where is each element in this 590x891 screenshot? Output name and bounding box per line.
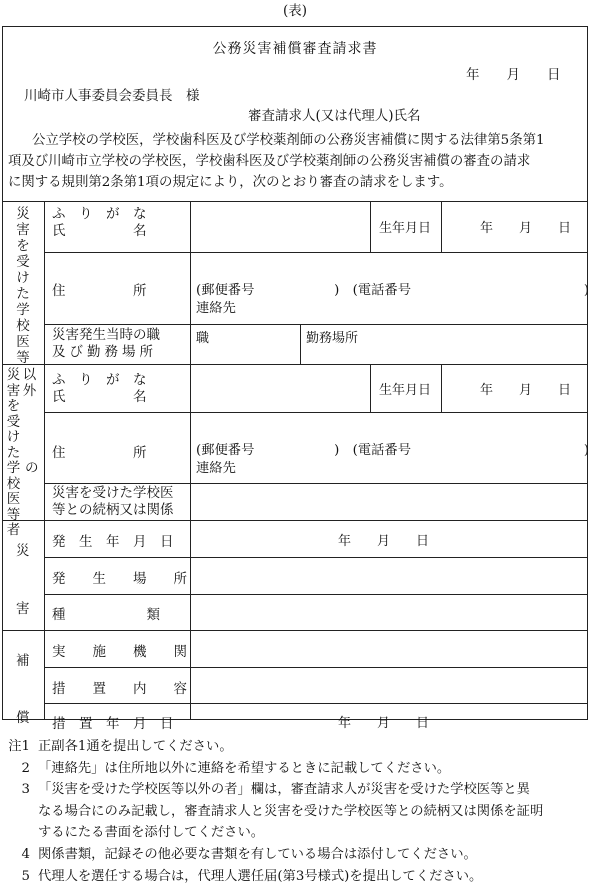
section4-group-char-2: 償 (16, 710, 30, 726)
rule-value-col (190, 201, 191, 720)
occurred-place-label: 発 生 場 所 (52, 571, 187, 587)
occurred-date-label: 発 生 年 月 日 (52, 534, 174, 550)
birth-date-label: 生年月日 (379, 221, 432, 236)
relation-label-line2: 等との続柄又は関係 (52, 502, 174, 518)
birth-date-label: 生年月日 (379, 383, 432, 398)
note-item (6, 844, 586, 866)
note-item (6, 866, 586, 888)
furigana-label: ふ り が な (52, 206, 147, 222)
measures-label: 措 置 内 容 (52, 681, 187, 697)
measures-date-label: 措 置 年 月 日 (52, 716, 174, 732)
address-postal-phone: (郵便番号 ) (電話番号 ) (196, 283, 590, 298)
rule-sec1-top (2, 201, 588, 202)
note-item (6, 779, 586, 801)
address-postal-phone: (郵便番号 ) (電話番号 ) (196, 443, 590, 458)
note-text: なる場合にのみ記載し，審査請求人と災害を受けた学校医等との続柄又は関係を証明 (38, 803, 544, 819)
rule-sec4-a (44, 667, 588, 668)
note-number: 4 (21, 846, 30, 862)
address-value[interactable] (196, 442, 589, 478)
rule-sec3-b (44, 594, 588, 595)
notes (6, 736, 586, 887)
addressee: 川崎市人事委員会委員長 様 (24, 88, 200, 104)
intro-line-2: 項及び川崎市立学校の学校医，学校歯科医及び学校薬剤師の公務災害補償の審査の請求 (8, 154, 531, 169)
job-label-line1: 災害発生当時の職 (52, 327, 160, 343)
relation-label (52, 485, 174, 519)
agency-label: 実 施 機 関 (52, 644, 187, 660)
address-label: 住 所 (52, 445, 147, 461)
section2-group-label-col2: 以外 (22, 367, 37, 399)
note-text: 代理人を選任する場合は，代理人選任届(第3号様式)を提出してください。 (38, 868, 483, 884)
section1-furigana-name-label (52, 206, 147, 240)
rule-sec1-b (44, 324, 588, 325)
note-item (6, 801, 586, 823)
requester-name-label[interactable]: 審査請求人(又は代理人)氏名 (248, 108, 421, 124)
intro-line-1: 公立学校の学校医，学校歯科医及び学校薬剤師の公務災害補償に関する法律第5条第1 (32, 133, 545, 148)
rule-sec4-top (2, 630, 588, 631)
birth-date-value[interactable]: 年 月 日 (480, 221, 572, 236)
rule-sec3-a (44, 557, 588, 558)
disaster-type-label: 種 類 (52, 607, 160, 623)
rule-label-col (44, 201, 45, 720)
note-number: 5 (21, 868, 30, 884)
section2-furigana-name-label (52, 372, 147, 406)
page-side-label: (表) (282, 3, 308, 19)
address-label: 住 所 (52, 283, 147, 299)
job-label-line2: 及び勤務場所 (52, 344, 157, 360)
note-text: 関係書類，記録その他必要な書類を有している場合は添付してください。 (38, 846, 477, 862)
form-title: 公務災害補償審査請求書 (212, 41, 378, 57)
section3-group-char-2: 害 (16, 601, 30, 617)
rule-workplace-col (300, 324, 301, 364)
date-line[interactable]: 年 月 日 (466, 67, 561, 83)
rule-sec3-top (2, 520, 588, 521)
address-contact: 連絡先 (196, 301, 236, 316)
rule-sec1-a (44, 252, 588, 253)
rule-birth-col-1 (370, 201, 371, 252)
section3-group-char-1: 災 (16, 543, 30, 559)
rule-birth-col-2 (370, 364, 371, 412)
note-item (6, 736, 586, 758)
measures-date-value[interactable]: 年 月 日 (338, 716, 430, 731)
section4-group-char-1: 補 (16, 653, 30, 669)
note-number: 注1 (8, 739, 30, 754)
rule-birth-val-col-2 (441, 364, 442, 412)
job-workplace-label (52, 327, 160, 361)
section2-group-label-col1: 災害を受けた学校医等者 (6, 367, 21, 538)
job-label[interactable]: 職 (196, 331, 210, 346)
rule-sec2-b (44, 483, 588, 484)
name-label: 氏 名 (52, 223, 147, 239)
name-label: 氏 名 (52, 389, 147, 405)
section1-group-label: 災害を受けた学校医等 (16, 206, 30, 366)
section2-group-label-no: の (25, 460, 39, 476)
note-item (6, 758, 586, 780)
address-value[interactable] (196, 282, 589, 318)
birth-date-value[interactable]: 年 月 日 (480, 383, 572, 398)
rule-sec2-a (44, 412, 588, 413)
intro-line-3: に関する規則第2条第1項の規定により，次のとおり審査の請求をします。 (8, 175, 453, 190)
rule-sec2-top (2, 364, 588, 365)
relation-label-line1: 災害を受けた学校医 (52, 485, 174, 501)
intro-text (8, 130, 588, 193)
furigana-label: ふ り が な (52, 372, 147, 388)
address-contact: 連絡先 (196, 461, 236, 476)
note-text: するにたる書面を添付してください。 (38, 825, 265, 841)
note-text: 「災害を受けた学校医等以外の者」欄は，審査請求人が災害を受けた学校医等と異 (38, 782, 530, 798)
rule-birth-val-col-1 (441, 201, 442, 252)
occurred-date-value[interactable]: 年 月 日 (338, 534, 430, 549)
note-text: 「連絡先」は住所地以外に連絡を希望するときに記載してください。 (38, 760, 451, 776)
workplace-label[interactable]: 勤務場所 (306, 331, 359, 346)
rule-sec4-b (44, 703, 588, 704)
note-number: 3 (21, 782, 30, 798)
note-item (6, 822, 586, 844)
note-text: 正副各1通を提出してください。 (38, 739, 233, 754)
note-number: 2 (21, 760, 30, 776)
